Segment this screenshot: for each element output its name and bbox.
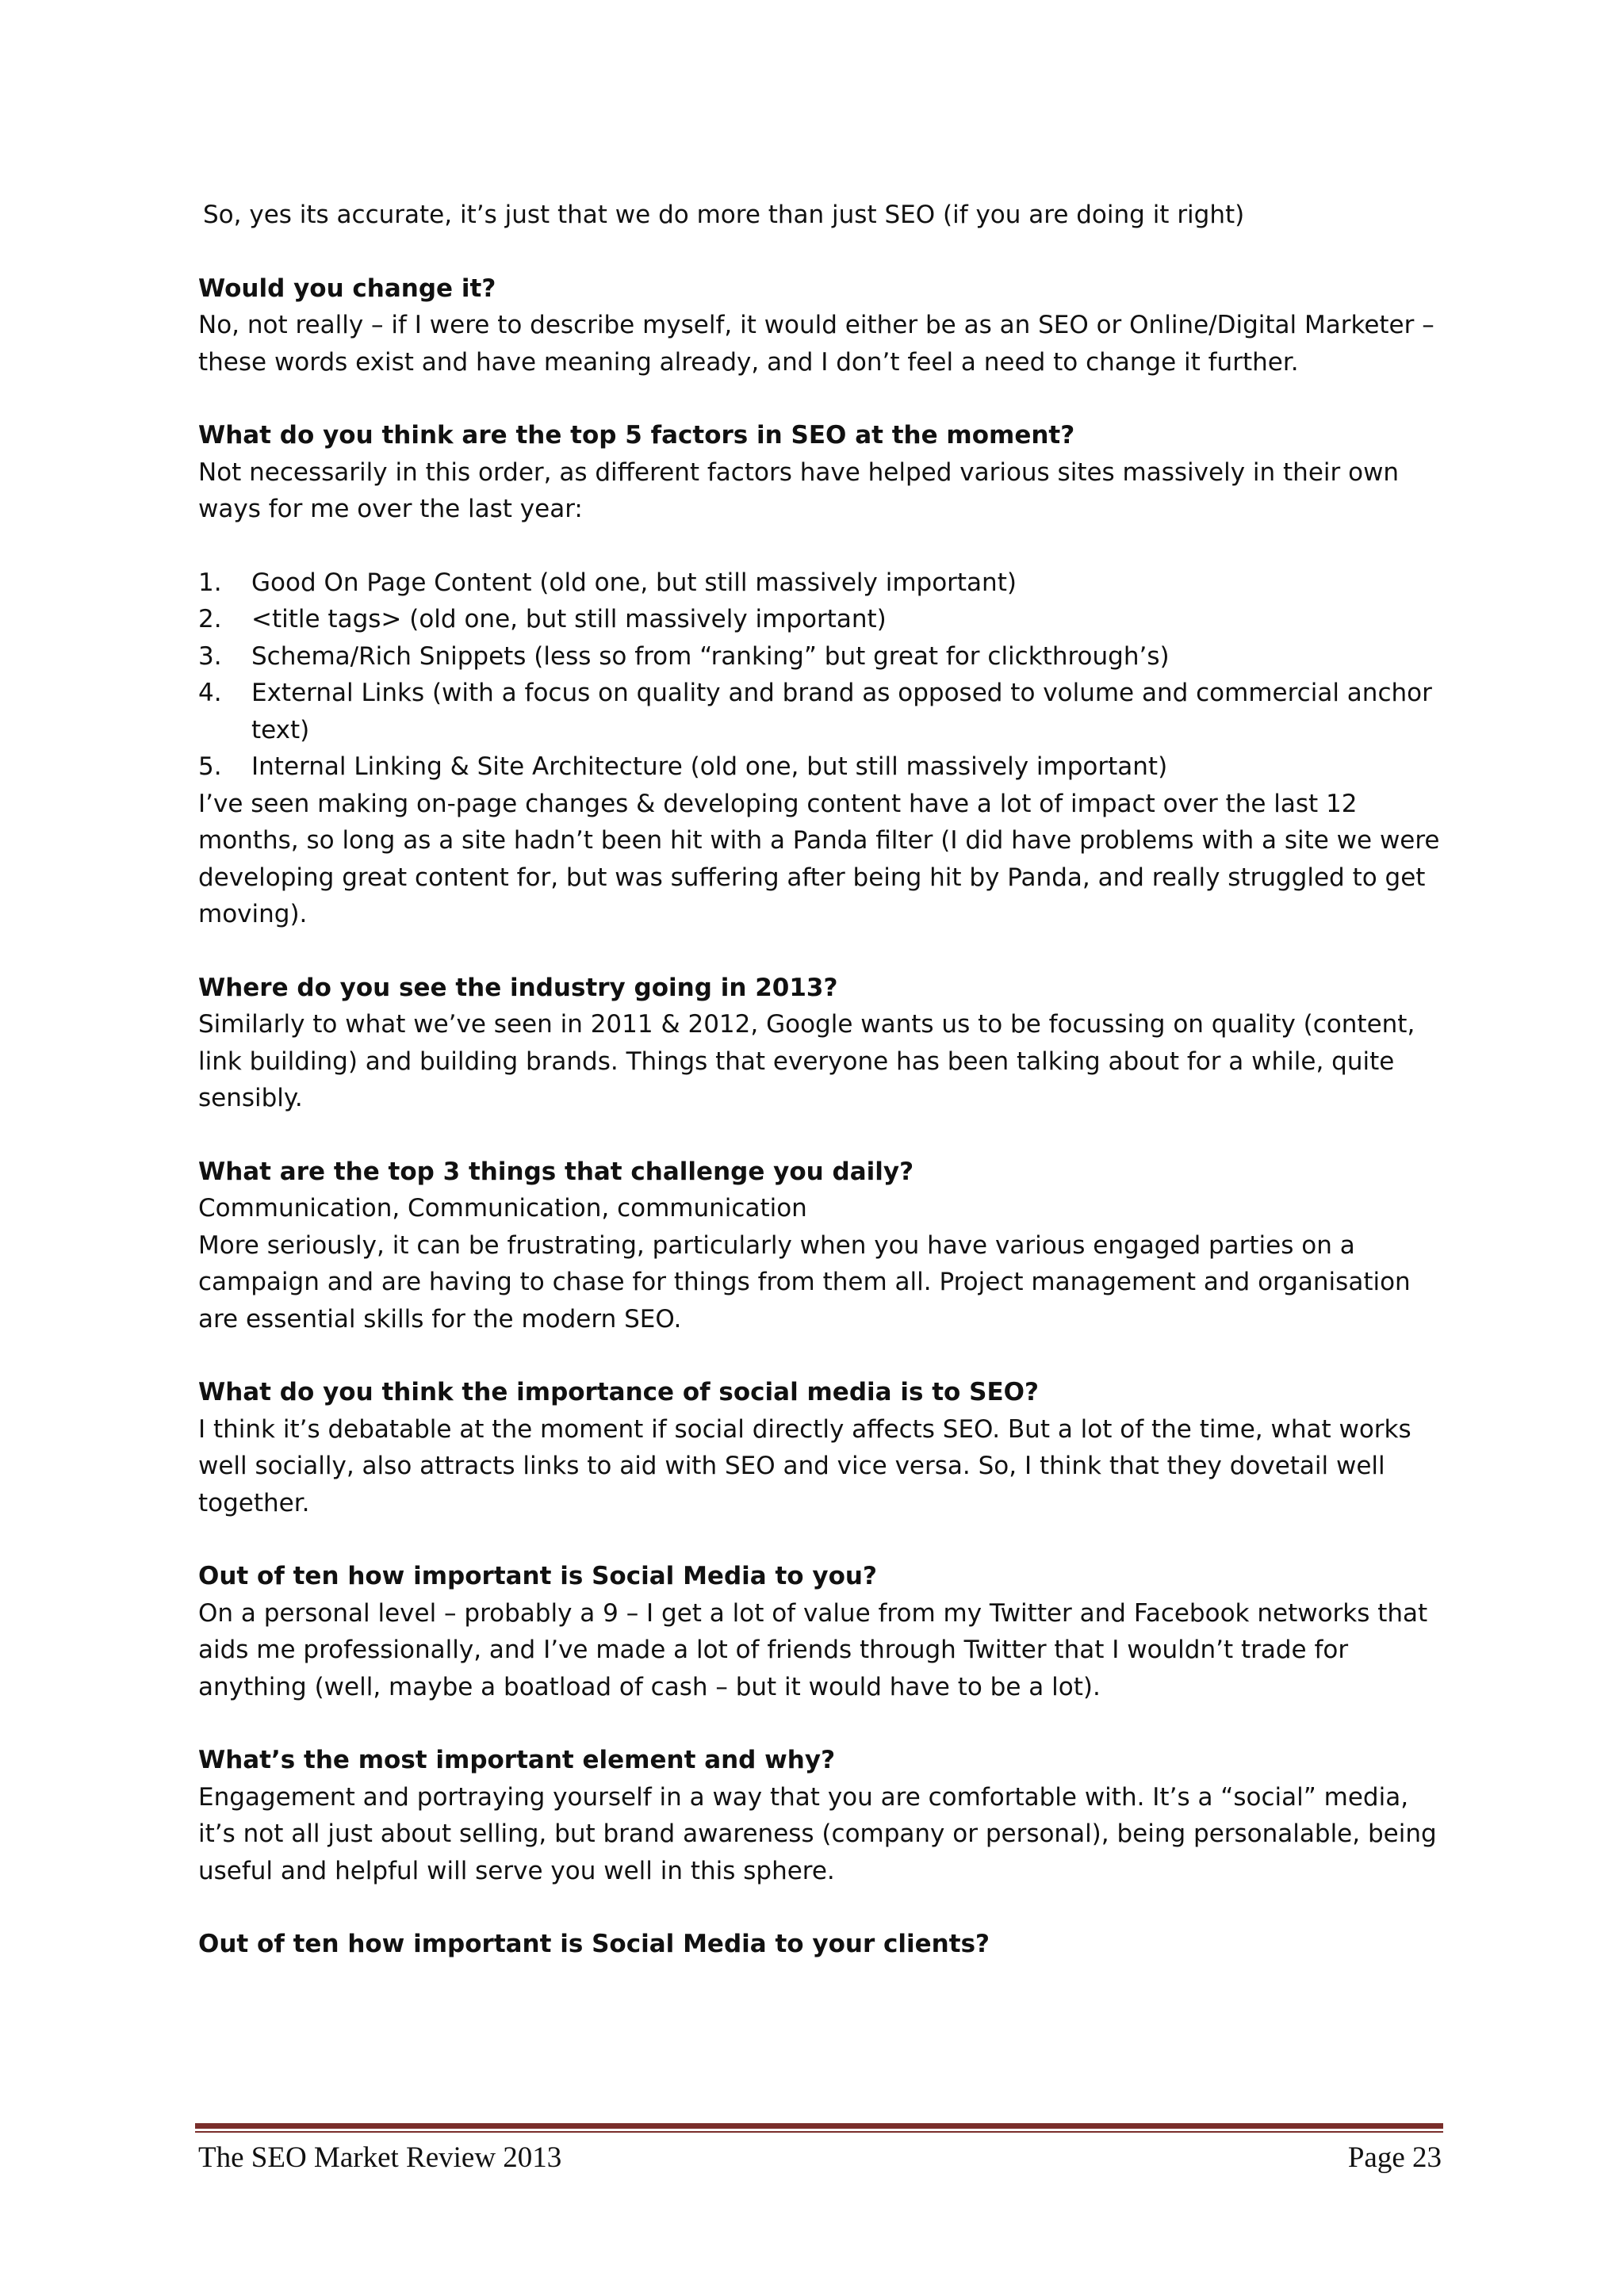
question-heading: What do you think are the top 5 factors in SEO at the moment? (198, 421, 1075, 450)
footer-title: The SEO Market Review 2013 (198, 2141, 562, 2174)
footer-rule-thick (195, 2123, 1443, 2129)
onpage-note-paragraph: I’ve seen making on-page changes & developing content have a lot of impact over the last 12 months, so long as a site hadn’t been hit with a Panda filter (I did have problems with a site we were developing great content for, but was suffering after being hit by Panda, and really struggled to get moving). (198, 789, 1440, 928)
list-item (198, 748, 1443, 786)
question-heading: Out of ten how important is Social Media to you? (198, 1562, 877, 1590)
footer-rule-thin (195, 2131, 1443, 2133)
qa-most-important-element (198, 1742, 1443, 1889)
list-text: Internal Linking & Site Architecture (old one, but still massively important) (251, 752, 1168, 781)
question-heading: Out of ten how important is Social Media to your clients? (198, 1930, 990, 1958)
list-item (198, 675, 1443, 748)
answer-paragraph: Similarly to what we’ve seen in 2011 & 2012, Google wants us to be focussing on quality (content, link building) and building brands. Things that everyone has been talking about for a while, quite sensibly. (198, 1010, 1415, 1112)
list-number: 3. (198, 641, 222, 671)
page-number: Page 23 (1347, 2141, 1442, 2174)
list-number: 4. (198, 679, 222, 707)
question-heading: What are the top 3 things that challenge you daily? (198, 1157, 914, 1186)
question-heading: Would you change it? (198, 274, 496, 303)
list-text: Good On Page Content (old one, but still massively important) (251, 568, 1017, 597)
document-body (198, 197, 1443, 1963)
qa-industry-2013 (198, 970, 1443, 1117)
list-number: 1. (198, 568, 222, 597)
intro-paragraph: So, yes its accurate, it’s just that we do more than just SEO (if you are doing it right) (203, 201, 1245, 229)
footer-divider (195, 2123, 1443, 2133)
list-item (198, 601, 1443, 638)
qa-top-5-factors (198, 417, 1443, 528)
question-heading: Where do you see the industry going in 2013? (198, 973, 838, 1002)
answer-paragraph: On a personal level – probably a 9 – I get a lot of value from my Twitter and Facebook networks that aids me professionally, and I’ve made a lot of friends through Twitter that I wouldn’t trade for anything (well, maybe a boatload of cash – but it would have to be a lot). (198, 1598, 1428, 1701)
list-text: <title tags> (old one, but still massively important) (251, 605, 887, 633)
answer-paragraph: No, not really – if I were to describe myself, it would either be as an SEO or Online/Digital Marketer – these words exist and have meaning already, and I don’t feel a need to change it further. (198, 311, 1434, 377)
answer-paragraph: More seriously, it can be frustrating, particularly when you have various engaged parties on a campaign and are having to chase for things from them all. Project management and organisation are essential skills for the modern SEO. (198, 1230, 1411, 1334)
page-footer (198, 2141, 1442, 2175)
answer-paragraph: I think it’s debatable at the moment if social directly affects SEO. But a lot of the time, what works well socially, also attracts links to aid with SEO and vice versa. So, I think that they dovetail well together. (198, 1414, 1411, 1517)
factors-list (198, 564, 1443, 786)
qa-daily-challenges (198, 1154, 1443, 1338)
list-text: Schema/Rich Snippets (less so from “ranking” but great for clickthrough’s) (251, 641, 1170, 671)
qa-social-importance-you (198, 1558, 1443, 1705)
list-number: 2. (198, 605, 222, 633)
list-number: 5. (198, 752, 222, 781)
list-item (198, 564, 1443, 602)
question-heading: What’s the most important element and why? (198, 1746, 836, 1774)
qa-social-importance-seo (198, 1374, 1443, 1521)
answer-paragraph: Engagement and portraying yourself in a way that you are comfortable with. It’s a “social” media, it’s not all just about selling, but brand awareness (company or personal), being personalable, being useful and helpful will serve you well in this sphere. (198, 1782, 1437, 1885)
qa-social-importance-clients (198, 1926, 1443, 1963)
answer-paragraph: Communication, Communication, communication (198, 1194, 807, 1223)
list-item (198, 638, 1443, 675)
question-heading: What do you think the importance of social media is to SEO? (198, 1378, 1039, 1406)
list-text: External Links (with a focus on quality and brand as opposed to volume and commercial anchor text) (251, 679, 1432, 744)
qa-would-you-change (198, 270, 1443, 381)
answer-paragraph: Not necessarily in this order, as different factors have helped various sites massively in their own ways for me over the last year: (198, 457, 1400, 523)
